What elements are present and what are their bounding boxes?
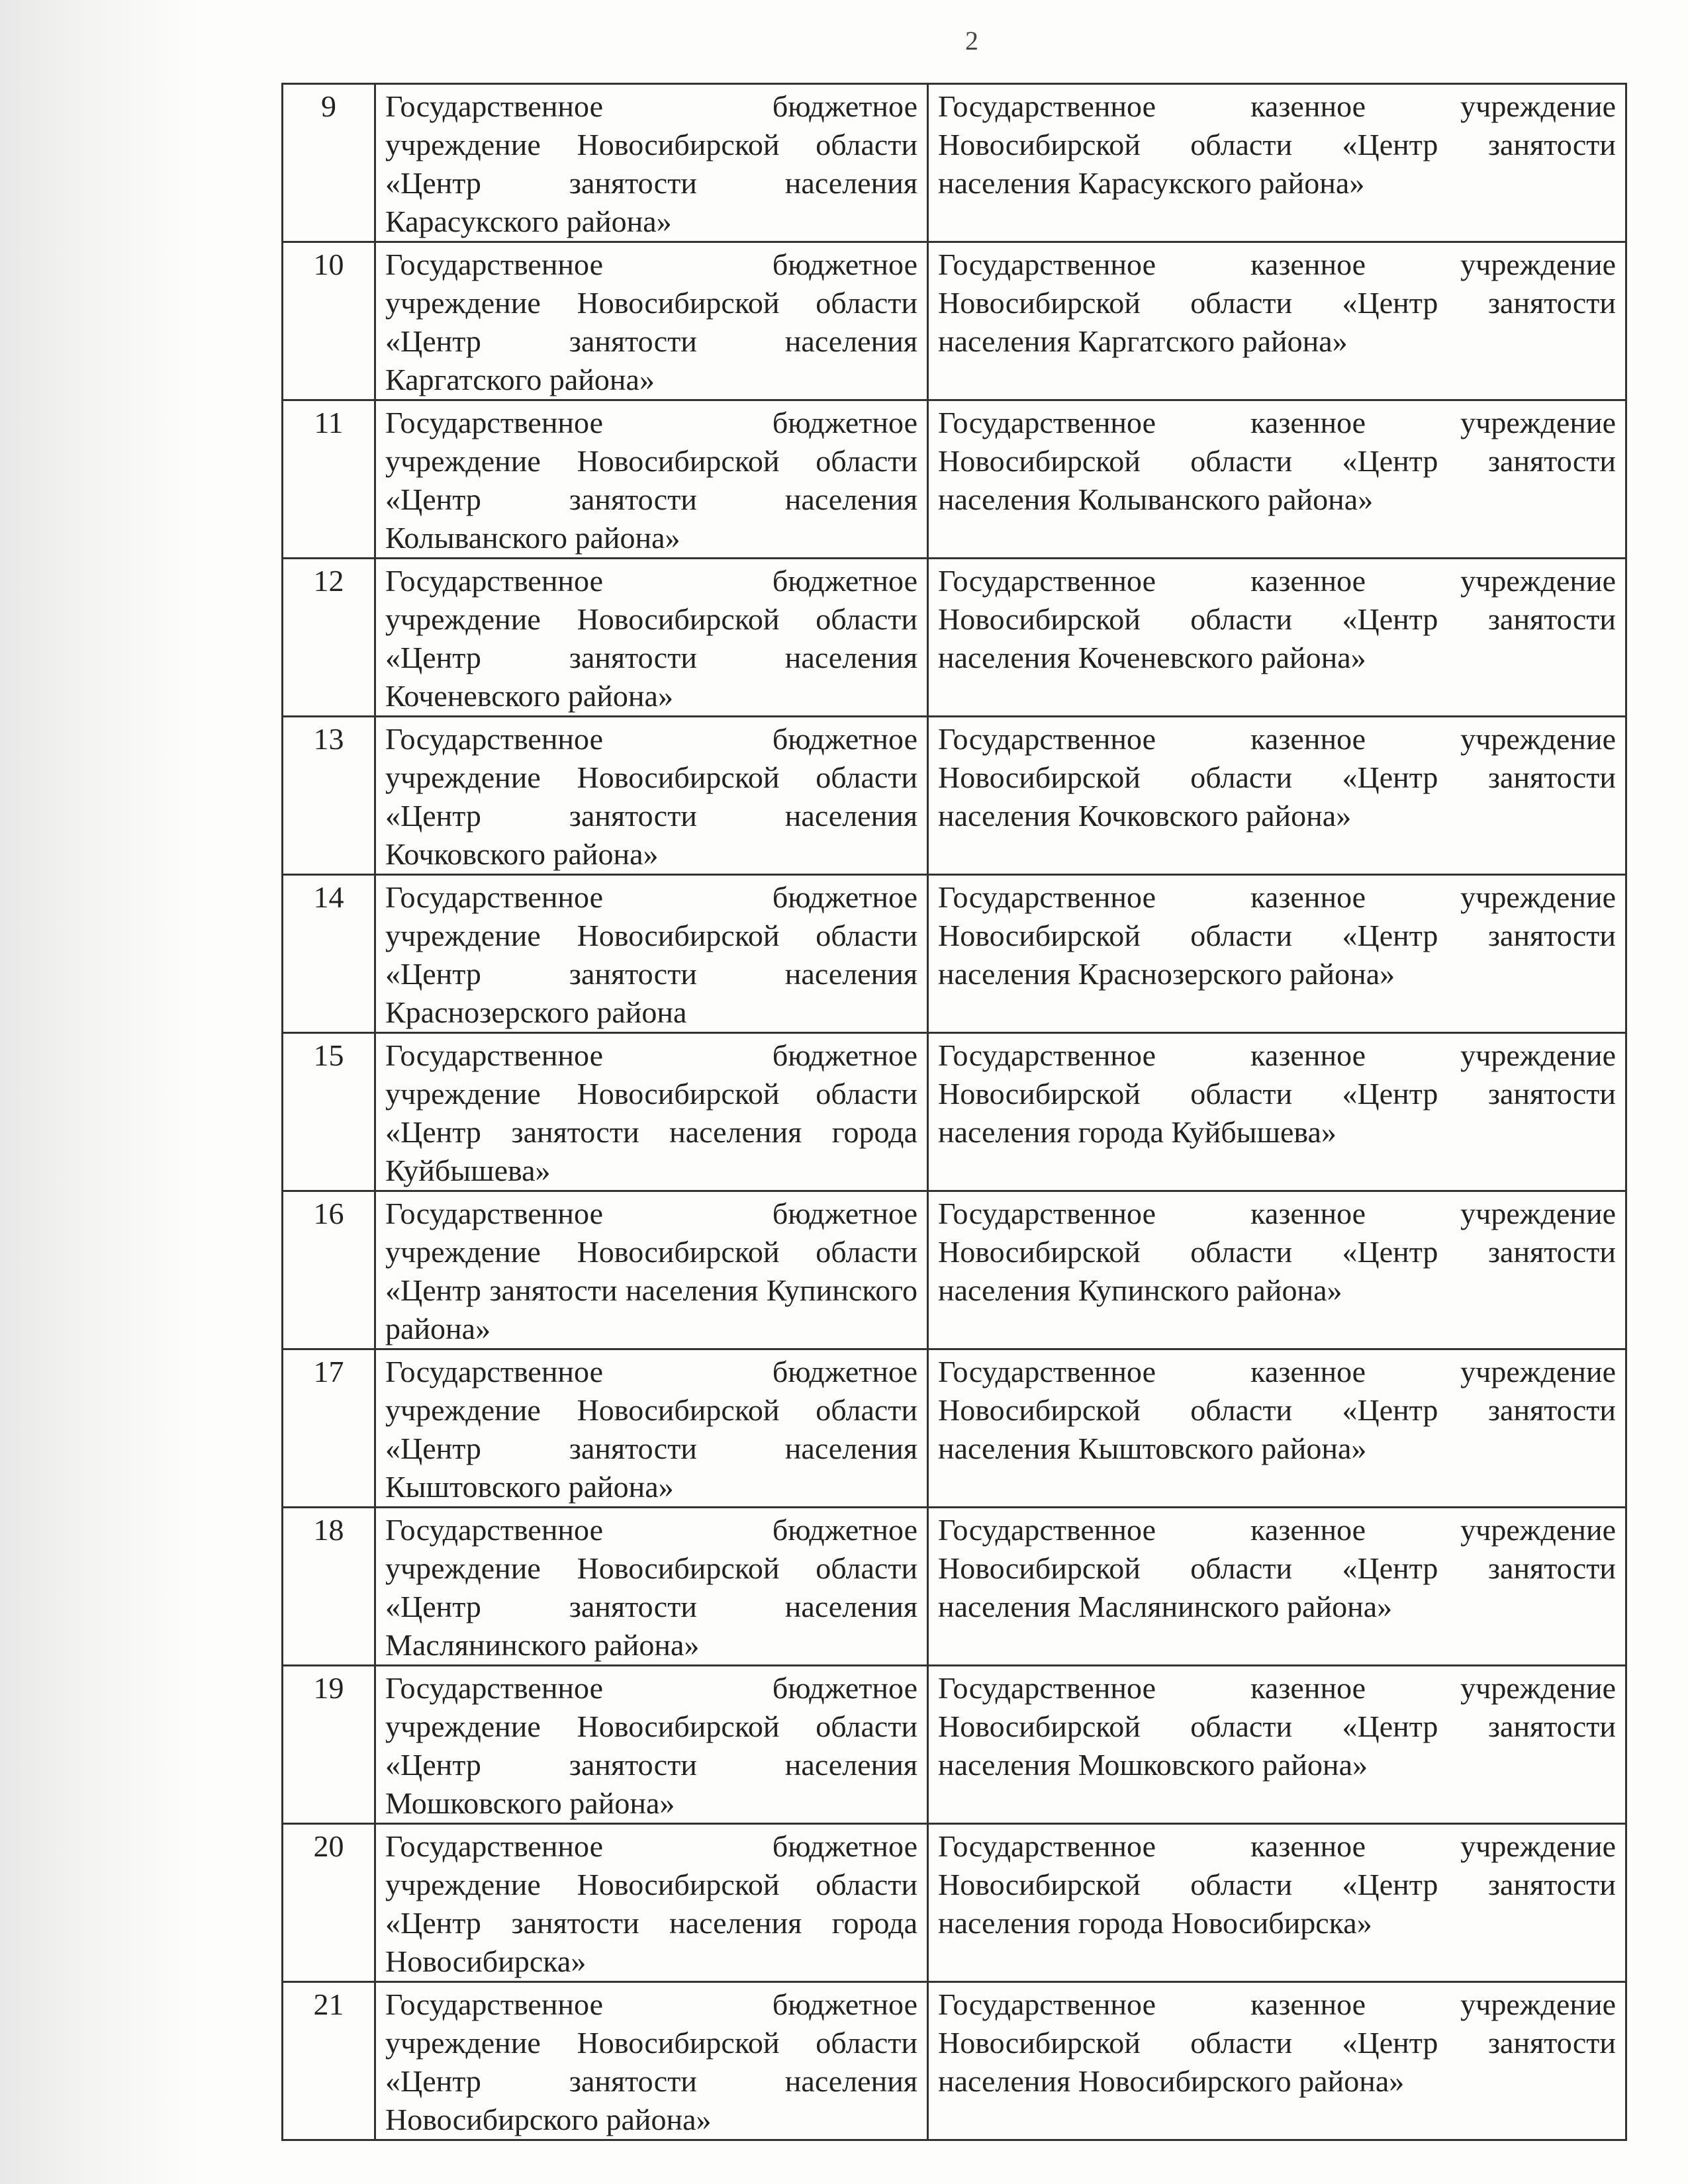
old-institution-name: Государственное бюджетное учреждение Новосибирской области «Центр занятости населения Колыванского района» [375,400,928,559]
scan-shadow [0,0,199,2184]
row-number: 20 [283,1824,375,1982]
row-number: 11 [283,400,375,559]
old-institution-name: Государственное бюджетное учреждение Новосибирской области «Центр занятости населения Мошковского района» [375,1666,928,1824]
table-row [283,1982,1626,2140]
old-institution-name: Государственное бюджетное учреждение Новосибирской области «Центр занятости населения Краснозерского района [375,875,928,1033]
row-number: 21 [283,1982,375,2140]
table-row [283,717,1626,875]
row-number: 18 [283,1508,375,1666]
new-institution-name: Государственное казенное учреждение Новосибирской области «Центр занятости населения Новосибирского района» [928,1982,1626,2140]
table-row [283,559,1626,717]
table-row [283,1508,1626,1666]
table-row [283,84,1626,242]
table-row [283,1349,1626,1508]
new-institution-name: Государственное казенное учреждение Новосибирской области «Центр занятости населения Кыштовского района» [928,1349,1626,1508]
new-institution-name: Государственное казенное учреждение Новосибирской области «Центр занятости населения Маслянинского района» [928,1508,1626,1666]
new-institution-name: Государственное казенное учреждение Новосибирской области «Центр занятости населения Каргатского района» [928,242,1626,400]
institutions-table [281,83,1627,2141]
old-institution-name: Государственное бюджетное учреждение Новосибирской области «Центр занятости населения Новосибирского района» [375,1982,928,2140]
row-number: 19 [283,1666,375,1824]
table-row [283,1033,1626,1191]
new-institution-name: Государственное казенное учреждение Новосибирской области «Центр занятости населения Карасукского района» [928,84,1626,242]
row-number: 15 [283,1033,375,1191]
new-institution-name: Государственное казенное учреждение Новосибирской области «Центр занятости населения Мошковского района» [928,1666,1626,1824]
new-institution-name: Государственное казенное учреждение Новосибирской области «Центр занятости населения города Куйбышева» [928,1033,1626,1191]
new-institution-name: Государственное казенное учреждение Новосибирской области «Центр занятости населения Кочковского района» [928,717,1626,875]
old-institution-name: Государственное бюджетное учреждение Новосибирской области «Центр занятости населения Маслянинского района» [375,1508,928,1666]
new-institution-name: Государственное казенное учреждение Новосибирской области «Центр занятости населения Колыванского района» [928,400,1626,559]
row-number: 12 [283,559,375,717]
old-institution-name: Государственное бюджетное учреждение Новосибирской области «Центр занятости населения Кыштовского района» [375,1349,928,1508]
old-institution-name: Государственное бюджетное учреждение Новосибирской области «Центр занятости населения города Куйбышева» [375,1033,928,1191]
new-institution-name: Государственное казенное учреждение Новосибирской области «Центр занятости населения города Новосибирска» [928,1824,1626,1982]
new-institution-name: Государственное казенное учреждение Новосибирской области «Центр занятости населения Купинского района» [928,1191,1626,1349]
new-institution-name: Государственное казенное учреждение Новосибирской области «Центр занятости населения Коченевского района» [928,559,1626,717]
table-row [283,1666,1626,1824]
page-number: 2 [965,26,978,56]
old-institution-name: Государственное бюджетное учреждение Новосибирской области «Центр занятости населения Карасукского района» [375,84,928,242]
old-institution-name: Государственное бюджетное учреждение Новосибирской области «Центр занятости населения Каргатского района» [375,242,928,400]
row-number: 17 [283,1349,375,1508]
table-row [283,875,1626,1033]
row-number: 16 [283,1191,375,1349]
row-number: 10 [283,242,375,400]
row-number: 14 [283,875,375,1033]
new-institution-name: Государственное казенное учреждение Новосибирской области «Центр занятости населения Краснозерского района» [928,875,1626,1033]
table-row [283,242,1626,400]
old-institution-name: Государственное бюджетное учреждение Новосибирской области «Центр занятости населения Купинского района» [375,1191,928,1349]
old-institution-name: Государственное бюджетное учреждение Новосибирской области «Центр занятости населения Коченевского района» [375,559,928,717]
table-row [283,1824,1626,1982]
row-number: 13 [283,717,375,875]
row-number: 9 [283,84,375,242]
table-row [283,400,1626,559]
old-institution-name: Государственное бюджетное учреждение Новосибирской области «Центр занятости населения Кочковского района» [375,717,928,875]
old-institution-name: Государственное бюджетное учреждение Новосибирской области «Центр занятости населения города Новосибирска» [375,1824,928,1982]
table-row [283,1191,1626,1349]
